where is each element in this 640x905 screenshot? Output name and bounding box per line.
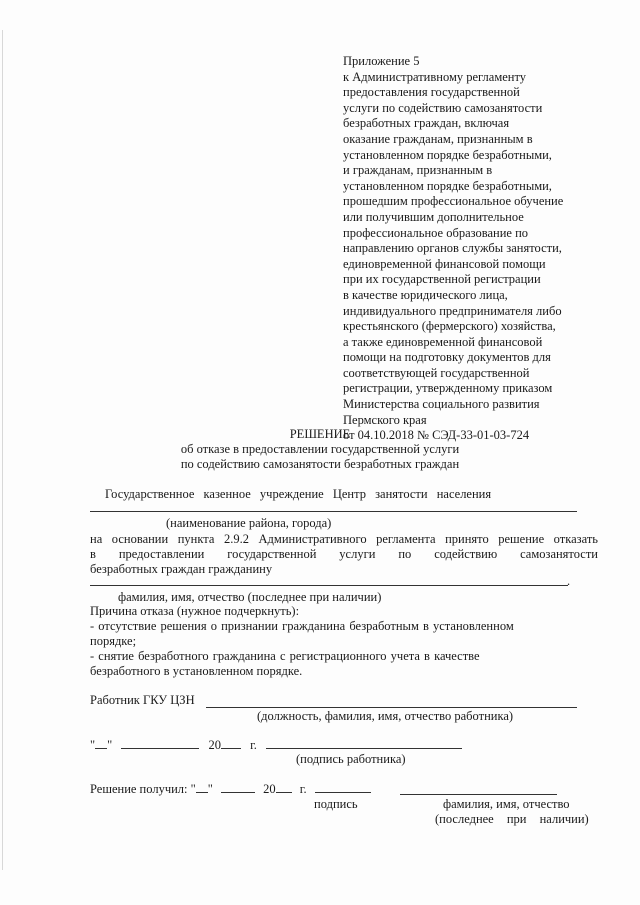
appendix-line: единовременной финансовой помощи	[343, 256, 546, 271]
signature-caption: (подпись работника)	[296, 752, 406, 766]
signature-blank	[266, 737, 462, 749]
appendix-line: установленном порядке безработными,	[343, 147, 552, 162]
appendix-line: безработных граждан, включая	[343, 116, 510, 131]
body-line-1: на основании пункта 2.9.2 Административного регламента принято решение отказать	[90, 532, 598, 546]
appendix-line: в качестве юридического лица,	[343, 287, 508, 302]
institution-caption: (наименование района, города)	[166, 516, 332, 530]
appendix-line: профессиональное образование по	[343, 225, 529, 240]
received-signature-caption: подпись	[314, 797, 358, 811]
appendix-line: Приложение 5	[343, 54, 420, 68]
document-title: РЕШЕНИЕ	[289, 427, 351, 441]
received-year-blank	[276, 781, 292, 793]
citizen-name-caption: фамилия, имя, отчество (последнее при наличии)	[118, 590, 382, 604]
appendix-line: при их государственной регистрации	[343, 272, 541, 287]
appendix-line: к Административному регламенту	[343, 69, 527, 84]
body-line-2: в предоставлении государственной услуги по содействию самозанятости	[90, 547, 598, 561]
citizen-name-underline	[90, 585, 568, 586]
year-blank	[221, 737, 241, 749]
received-month-blank	[221, 781, 255, 793]
appendix-line: прошедшим профессиональное обучение	[343, 194, 564, 209]
received-day-blank	[196, 781, 208, 793]
appendix-line: соответствующей государственной	[343, 365, 530, 380]
month-blank	[121, 737, 199, 749]
appendix-block	[343, 54, 613, 444]
worker-underline	[206, 707, 577, 708]
institution-underline	[90, 511, 577, 512]
appendix-line: и гражданам, признанным в	[343, 163, 493, 178]
appendix-line: помощи на подготовку документов для	[343, 350, 551, 365]
document-subtitle-line2: по содействию самозанятости безработных граждан	[180, 457, 460, 471]
appendix-line: крестьянского (фермерского) хозяйства,	[343, 319, 556, 334]
refusal-reason-title: Причина отказа (нужное подчеркнуть):	[90, 604, 300, 618]
appendix-line: услуги по содействию самозанятости	[343, 100, 543, 115]
refusal-reason-1: - отсутствие решения о признании гражданина безработным в установленном	[90, 619, 514, 633]
appendix-line: Министерства социального развития	[343, 397, 540, 412]
appendix-line: оказание гражданам, признанным в	[343, 131, 533, 146]
worker-caption: (должность, фамилия, имя, отчество работника)	[257, 709, 514, 723]
appendix-line: от 04.10.2018 № СЭД-33-01-03-724	[343, 428, 530, 443]
received-line: Решение получил: " " 20 г.	[90, 781, 371, 797]
appendix-line: или получившим дополнительное	[343, 209, 524, 224]
received-name-caption-1: фамилия, имя, отчество	[443, 797, 570, 811]
refusal-reason-2: - снятие безработного гражданина с регистрационного учета в качестве	[90, 649, 480, 663]
appendix-line: индивидуального предпринимателя либо	[343, 303, 562, 318]
received-name-caption-2: (последнее при наличии)	[435, 812, 589, 826]
date-line: " " 20 г.	[90, 737, 462, 753]
received-name-underline	[400, 794, 557, 795]
refusal-reason-2-cont: безработного в установленном порядке.	[90, 664, 303, 678]
refusal-reason-1-cont: порядке;	[90, 634, 137, 648]
institution-name: Государственное казенное учреждение Центр занятости населения	[105, 487, 492, 501]
appendix-line: а также единовременной финансовой	[343, 334, 543, 349]
worker-label: Работник ГКУ ЦЗН	[90, 693, 195, 707]
day-blank	[95, 737, 107, 749]
appendix-line: установленном порядке безработными,	[343, 178, 552, 193]
appendix-line: Пермского края	[343, 412, 427, 427]
document-subtitle-line1: об отказе в предоставлении государственной услуги	[180, 442, 460, 456]
appendix-line: направлению органов службы занятости,	[343, 241, 562, 256]
body-line-3: безработных граждан гражданину	[90, 562, 273, 576]
received-signature-blank	[315, 781, 371, 793]
appendix-line: предоставления государственной	[343, 85, 520, 100]
appendix-line: регистрации, утвержденному приказом	[343, 381, 553, 396]
